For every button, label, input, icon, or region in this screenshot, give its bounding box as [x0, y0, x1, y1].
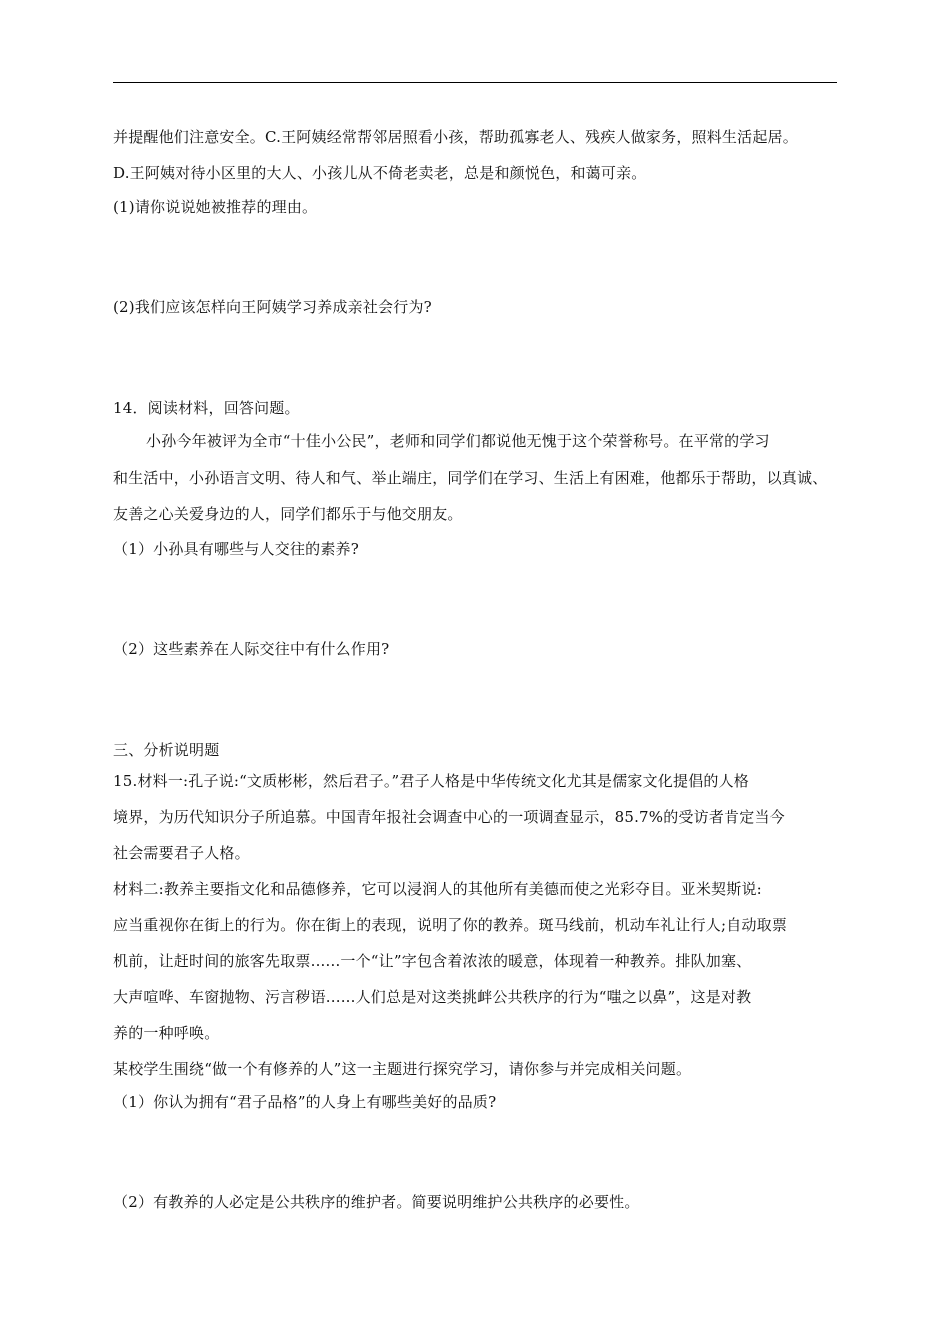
- question-15-2: （2）有教养的人必定是公共秩序的维护者。简要说明维护公共秩序的必要性。: [113, 1193, 640, 1211]
- question-14-2: （2）这些素养在人际交往中有什么作用?: [113, 640, 390, 658]
- material-15-1-line-2: 境界，为历代知识分子所追慕。中国青年报社会调查中心的一项调查显示，85.7%的受访者肯定当今: [113, 808, 785, 826]
- material-14-line-1: 小孙今年被评为全市“十佳小公民”，老师和同学们都说他无愧于这个荣誉称号。在平常的学习: [146, 432, 770, 450]
- question-14-title: 14．阅读材料，回答问题。: [113, 399, 300, 417]
- question-13-2: (2)我们应该怎样向王阿姨学习养成亲社会行为?: [113, 298, 432, 316]
- material-14-line-3: 友善之心关爱身边的人，同学们都乐于与他交朋友。: [113, 505, 463, 523]
- question-15-intro: 某校学生围绕“做一个有修养的人”这一主题进行探究学习，请你参与并完成相关问题。: [113, 1060, 692, 1078]
- text-line-option-c: 并提醒他们注意安全。C.王阿姨经常帮邻居照看小孩，帮助孤寡老人、残疾人做家务，照料生活起居。: [113, 128, 798, 146]
- material-15-2-line-1: 材料二:教养主要指文化和品德修养，它可以浸润人的其他所有美德而使之光彩夺目。亚米契斯说:: [113, 880, 762, 898]
- section-3-heading: 三、分析说明题: [113, 741, 220, 759]
- material-15-2-line-2: 应当重视你在街上的行为。你在街上的表现，说明了你的教养。斑马线前，机动车礼让行人;自动取票: [113, 916, 788, 934]
- material-15-2-line-3: 机前，让赶时间的旅客先取票......一个“让”字包含着浓浓的暖意，体现着一种教养。排队加塞、: [113, 952, 752, 970]
- material-14-line-2: 和生活中，小孙语言文明、待人和气、举止端庄，同学们在学习、生活上有困难，他都乐于帮助，以真诚、: [113, 469, 828, 487]
- material-15-1-line-1: 15.材料一:孔子说:“文质彬彬，然后君子。”君子人格是中华传统文化尤其是儒家文化提倡的人格: [113, 772, 750, 790]
- material-15-2-line-5: 养的一种呼唤。: [113, 1024, 220, 1042]
- question-15-1: （1）你认为拥有“君子品格”的人身上有哪些美好的品质?: [113, 1093, 497, 1111]
- material-15-1-line-3: 社会需要君子人格。: [113, 844, 250, 862]
- material-15-2-line-4: 大声喧哗、车窗抛物、污言秽语......人们总是对这类挑衅公共秩序的行为“嗤之以鼻”，这是对教: [113, 988, 752, 1006]
- question-13-1: (1)请你说说她被推荐的理由。: [113, 198, 318, 216]
- text-line-option-d: D.王阿姨对待小区里的大人、小孩儿从不倚老卖老，总是和颜悦色，和蔼可亲。: [113, 164, 647, 182]
- question-14-1: （1）小孙具有哪些与人交往的素养?: [113, 540, 359, 558]
- header-rule: [113, 82, 837, 83]
